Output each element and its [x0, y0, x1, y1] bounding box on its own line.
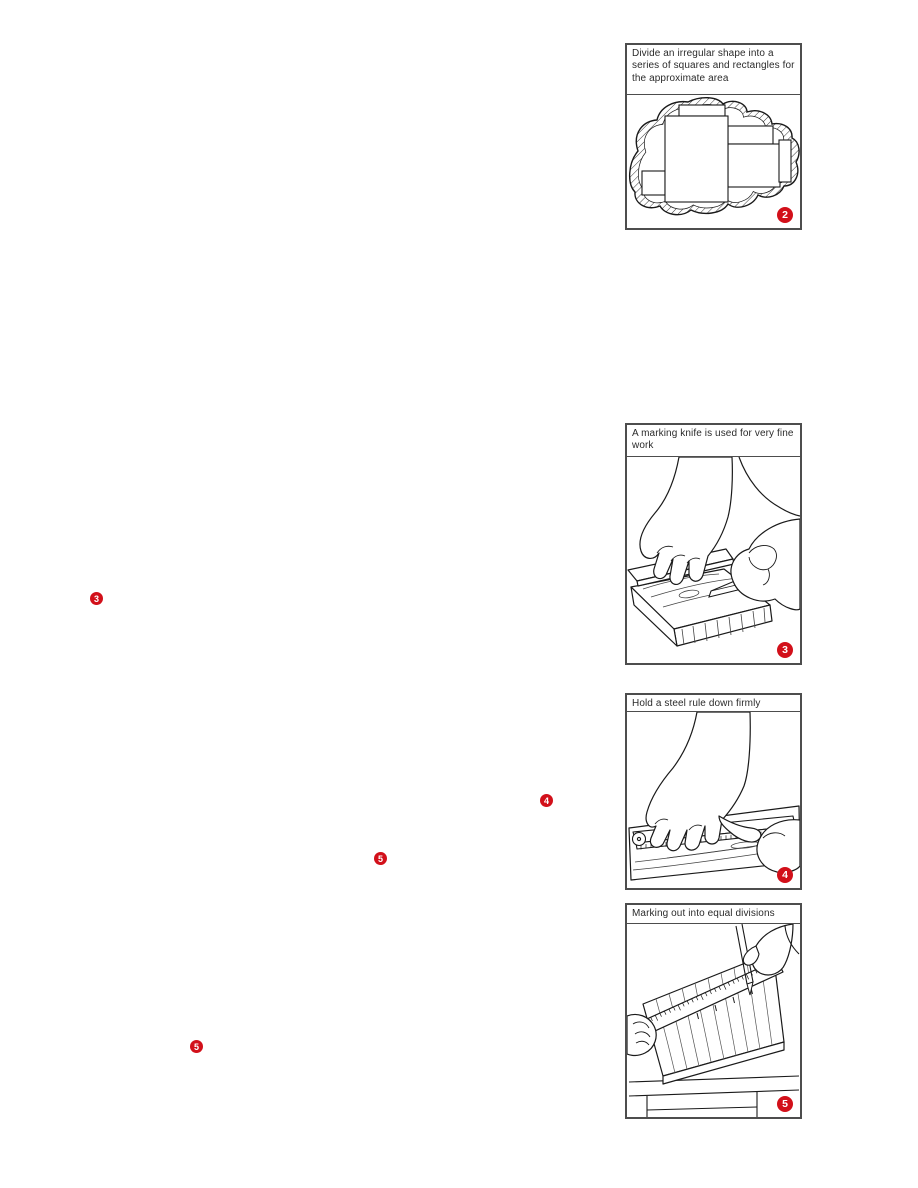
inline-step-marker-5b: 5: [190, 1040, 203, 1053]
equal-divisions-drawing: [627, 924, 800, 1117]
figure-panel-5: [625, 903, 802, 1119]
steel-rule-drawing: [627, 712, 800, 888]
figure-5-illustration: [627, 924, 800, 1117]
figure-3-caption: A marking knife is used for very fine work: [627, 425, 800, 457]
figure-panel-4: [625, 693, 802, 890]
irregular-shape-drawing: [627, 95, 800, 228]
inline-step-marker-5a: 5: [374, 852, 387, 865]
figure-5-caption: Marking out into equal divisions: [627, 905, 800, 924]
figure-2-number-badge: 2: [777, 207, 793, 223]
figure-4-caption: Hold a steel rule down firmly: [627, 695, 800, 712]
figure-3-number-badge: 3: [777, 642, 793, 658]
figure-3-illustration: [627, 457, 800, 663]
inline-step-marker-3: 3: [90, 592, 103, 605]
figure-panel-3: [625, 423, 802, 665]
inline-step-marker-4: 4: [540, 794, 553, 807]
figure-panel-2: [625, 43, 802, 230]
figure-2-caption: Divide an irregular shape into a series of squares and rectangles for the approximate area: [627, 45, 800, 95]
marking-knife-drawing: [627, 457, 800, 663]
figure-4-illustration: [627, 712, 800, 888]
figure-5-number-badge: 5: [777, 1096, 793, 1112]
figure-4-number-badge: 4: [777, 867, 793, 883]
figure-2-illustration: [627, 95, 800, 228]
